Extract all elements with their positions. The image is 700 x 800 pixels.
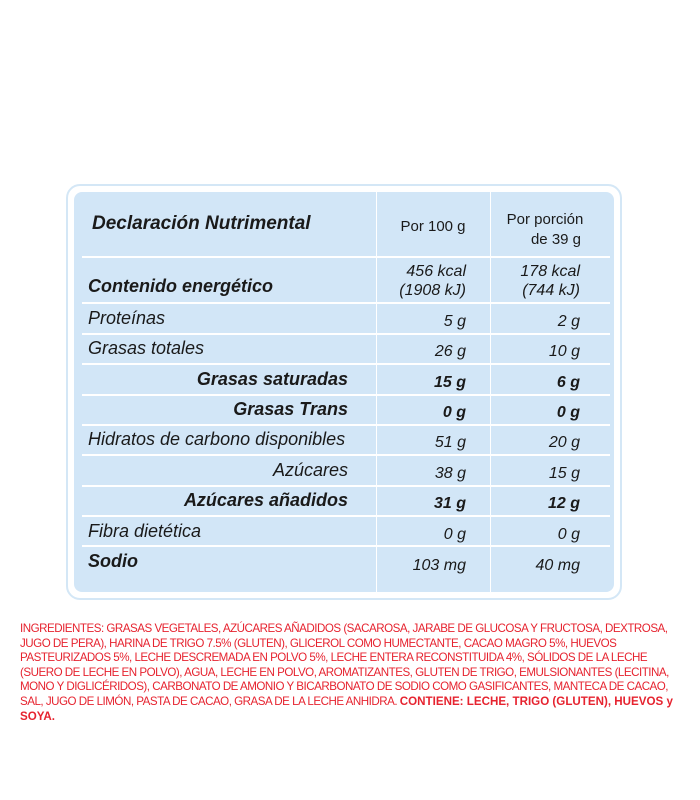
column-header-per-100g: Por 100 g (400, 218, 466, 235)
added-sugars-100g: 31 g (433, 495, 466, 512)
added-sugars-portion: 12 g (547, 495, 580, 512)
sodium-100g: 103 mg (412, 557, 466, 574)
row-divider (82, 515, 610, 517)
row-label-proteins: Proteínas (88, 308, 166, 328)
row-label-saturated-fat: Grasas saturadas (196, 369, 348, 389)
row-divider (82, 545, 610, 547)
allergen-statement: CONTIENE: LECHE, TRIGO (GLUTEN), HUEVOS y SOYA. (20, 694, 673, 723)
fiber-100g: 0 g (443, 526, 466, 543)
row-label-carbohydrates: Hidratos de carbono disponibles (88, 429, 346, 449)
row-label-energy: Contenido energético (88, 276, 274, 296)
ingredients-list (20, 622, 686, 724)
row-label-sodium: Sodio (88, 551, 138, 571)
saturated-fat-100g: 15 g (433, 374, 466, 391)
proteins-portion: 2 g (557, 313, 580, 330)
energy-kcal-100g: 456 kcal (406, 263, 466, 280)
total-fat-portion: 10 g (548, 343, 580, 360)
energy-kj-portion: (744 kJ) (522, 282, 580, 299)
row-label-sugars: Azúcares (272, 460, 348, 480)
fiber-portion: 0 g (557, 526, 580, 543)
row-divider (82, 333, 610, 335)
carbohydrates-portion: 20 g (548, 434, 580, 451)
row-divider (82, 363, 610, 365)
row-label-fiber: Fibra dietética (88, 521, 202, 541)
row-label-total-fat: Grasas totales (88, 338, 205, 358)
row-divider (82, 394, 610, 396)
ingredients-text: INGREDIENTES: GRASAS VEGETALES, AZÚCARES AÑADIDOS (SACAROSA, JARABE DE GLUCOSA Y FRUCTOSA, DEXTROSA, JUGO DE PERA), HARINA DE TRIGO 7.5% (GLUTEN), GLICEROL COMO HUMECTANTE, CACAO MAGRO 5%, HUEVOS PASTEURIZADOS 5%, LECHE DESCREMADA EN POLVO 5%, LECHE ENTERA RECONSTITUIDA 4%, SÓLIDOS DE LA LECHE (SUERO DE LECHE EN POLVO), AGUA, LECHE EN POLVO, AROMATIZANTES, GLUTEN DE TRIGO, EMULSIONANTES (LECITINA, MONO Y DIGLICÉRIDOS), CARBONATO DE AMONIO Y BICARBONATO DE SODIO COMO GASIFICANTES, MANTECA DE CACAO, SAL, JUGO DE LIMÓN, PASTA DE CACAO, GRASA DE LA LECHE ANHIDRA. (20, 622, 669, 708)
row-divider (82, 454, 610, 456)
row-label-added-sugars: Azúcares añadidos (183, 490, 348, 510)
sodium-portion: 40 mg (535, 557, 580, 574)
row-divider (82, 302, 610, 304)
header-divider (82, 256, 610, 258)
proteins-100g: 5 g (443, 313, 466, 330)
row-divider (82, 424, 610, 426)
energy-kcal-portion: 178 kcal (520, 263, 580, 280)
saturated-fat-portion: 6 g (556, 374, 580, 391)
column-divider (376, 192, 377, 592)
trans-fat-100g: 0 g (442, 404, 466, 421)
column-header-per-portion (490, 210, 600, 250)
column-header-per-portion-line2: de 39 g (530, 231, 582, 248)
table-title: Declaración Nutrimental (92, 213, 311, 234)
column-divider (490, 192, 491, 592)
column-header-per-portion-line1: Por porción (506, 211, 584, 228)
trans-fat-portion: 0 g (556, 404, 580, 421)
total-fat-100g: 26 g (434, 343, 466, 360)
row-divider (82, 485, 610, 487)
carbohydrates-100g: 51 g (434, 434, 466, 451)
energy-kj-100g: (1908 kJ) (399, 282, 466, 299)
sugars-portion: 15 g (548, 465, 580, 482)
row-label-trans-fat: Grasas Trans (233, 399, 348, 419)
sugars-100g: 38 g (434, 465, 466, 482)
